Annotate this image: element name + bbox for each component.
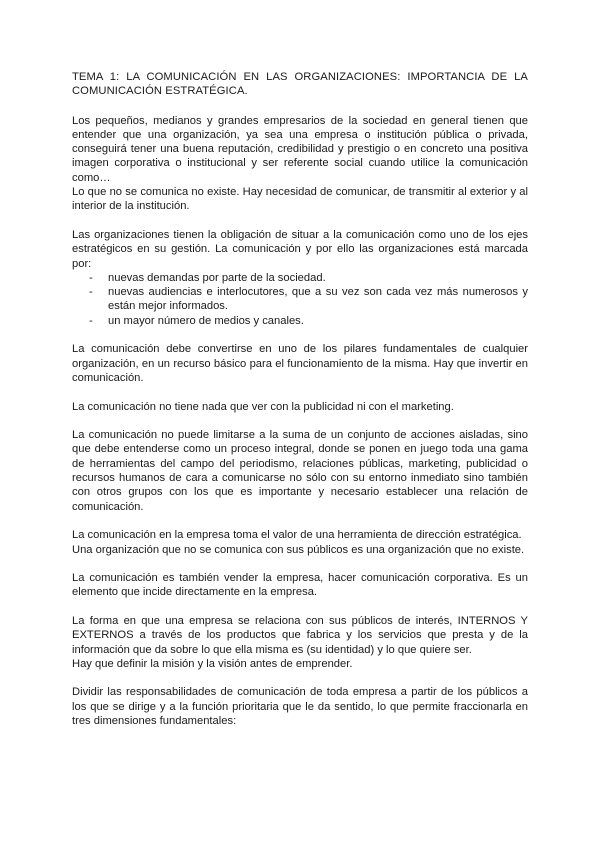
paragraph-5: La comunicación no tiene nada que ver con la publicidad ni con el marketing. bbox=[72, 400, 454, 413]
paragraph-7a: La comunicación en la empresa toma el valor de una herramienta de dirección estratégica. bbox=[72, 529, 522, 542]
list-item: - nuevas audiencias e interlocutores, que a su vez son cada vez más numerosos y están mejor informados. bbox=[72, 285, 528, 314]
paragraph-3: Las organizaciones tienen la obligación de situar a la comunicación como uno de los ejes estratégicos en su gestión. La comunicación y por ello las organizaciones está marcada por: bbox=[72, 228, 528, 270]
document-title: TEMA 1: LA COMUNICACIÓN EN LAS ORGANIZACIONES: IMPORTANCIA DE LA COMUNICACIÓN ESTRATÉGICA. bbox=[72, 71, 528, 98]
document-page bbox=[72, 70, 528, 728]
paragraph-7b: Una organización que no se comunica con sus públicos es una organización que no existe. bbox=[72, 543, 525, 556]
list-item: - nuevas demandas por parte de la sociedad. bbox=[72, 271, 528, 285]
paragraph-9: La forma en que una empresa se relaciona con sus públicos de interés, INTERNOS Y EXTERNOS a través de los productos que fabrica y los servicios que presta y de la información que da sobre lo que ella misma es (su identidad) y lo que quiere ser. bbox=[72, 614, 528, 656]
paragraph-1: Los pequeños, medianos y grandes empresarios de la sociedad en general tienen que entender que una organización, ya sea una empresa o institución pública o privada, conseguirá tener una buena reputación, credibilidad y prestigio o en concreto una positiva imagen corporativa o institucional y ser referente social cuando utilice la comunicación como… bbox=[72, 114, 528, 184]
paragraph-4: La comunicación debe convertirse en uno de los pilares fundamentales de cualquier organización, en un recurso básico para el funcionamiento de la misma. Hay que invertir en comunicación. bbox=[72, 343, 528, 384]
paragraph-11: Dividir las responsabilidades de comunicación de toda empresa a partir de los públicos a los que se dirige y a la función prioritaria que le da sentido, lo que permite fraccionarla en tres dimensiones fundamentales: bbox=[72, 686, 528, 728]
paragraph-6: La comunicación no puede limitarse a la suma de un conjunto de acciones aisladas, sino que debe entenderse como un proceso integral, donde se ponen en juego toda una gama de herramientas del campo del periodismo, relaciones públicas, marketing, publicidad o recursos humanos de cara a comunicarse no sólo con su entorno inmediato sino también con otros grupos con los que es importante y necesario establecer una relación de comunicación. bbox=[72, 429, 528, 513]
paragraph-8: La comunicación es también vender la empresa, hacer comunicación corporativa. Es un elemento que incide directamente en la empresa. bbox=[72, 572, 528, 599]
bullet-list bbox=[72, 271, 528, 328]
paragraph-2: Lo que no se comunica no existe. Hay necesidad de comunicar, de transmitir al exterior y al interior de la institución. bbox=[72, 186, 528, 213]
paragraph-10: Hay que definir la misión y la visión antes de emprender. bbox=[72, 657, 353, 670]
list-item: - un mayor número de medios y canales. bbox=[72, 314, 528, 328]
